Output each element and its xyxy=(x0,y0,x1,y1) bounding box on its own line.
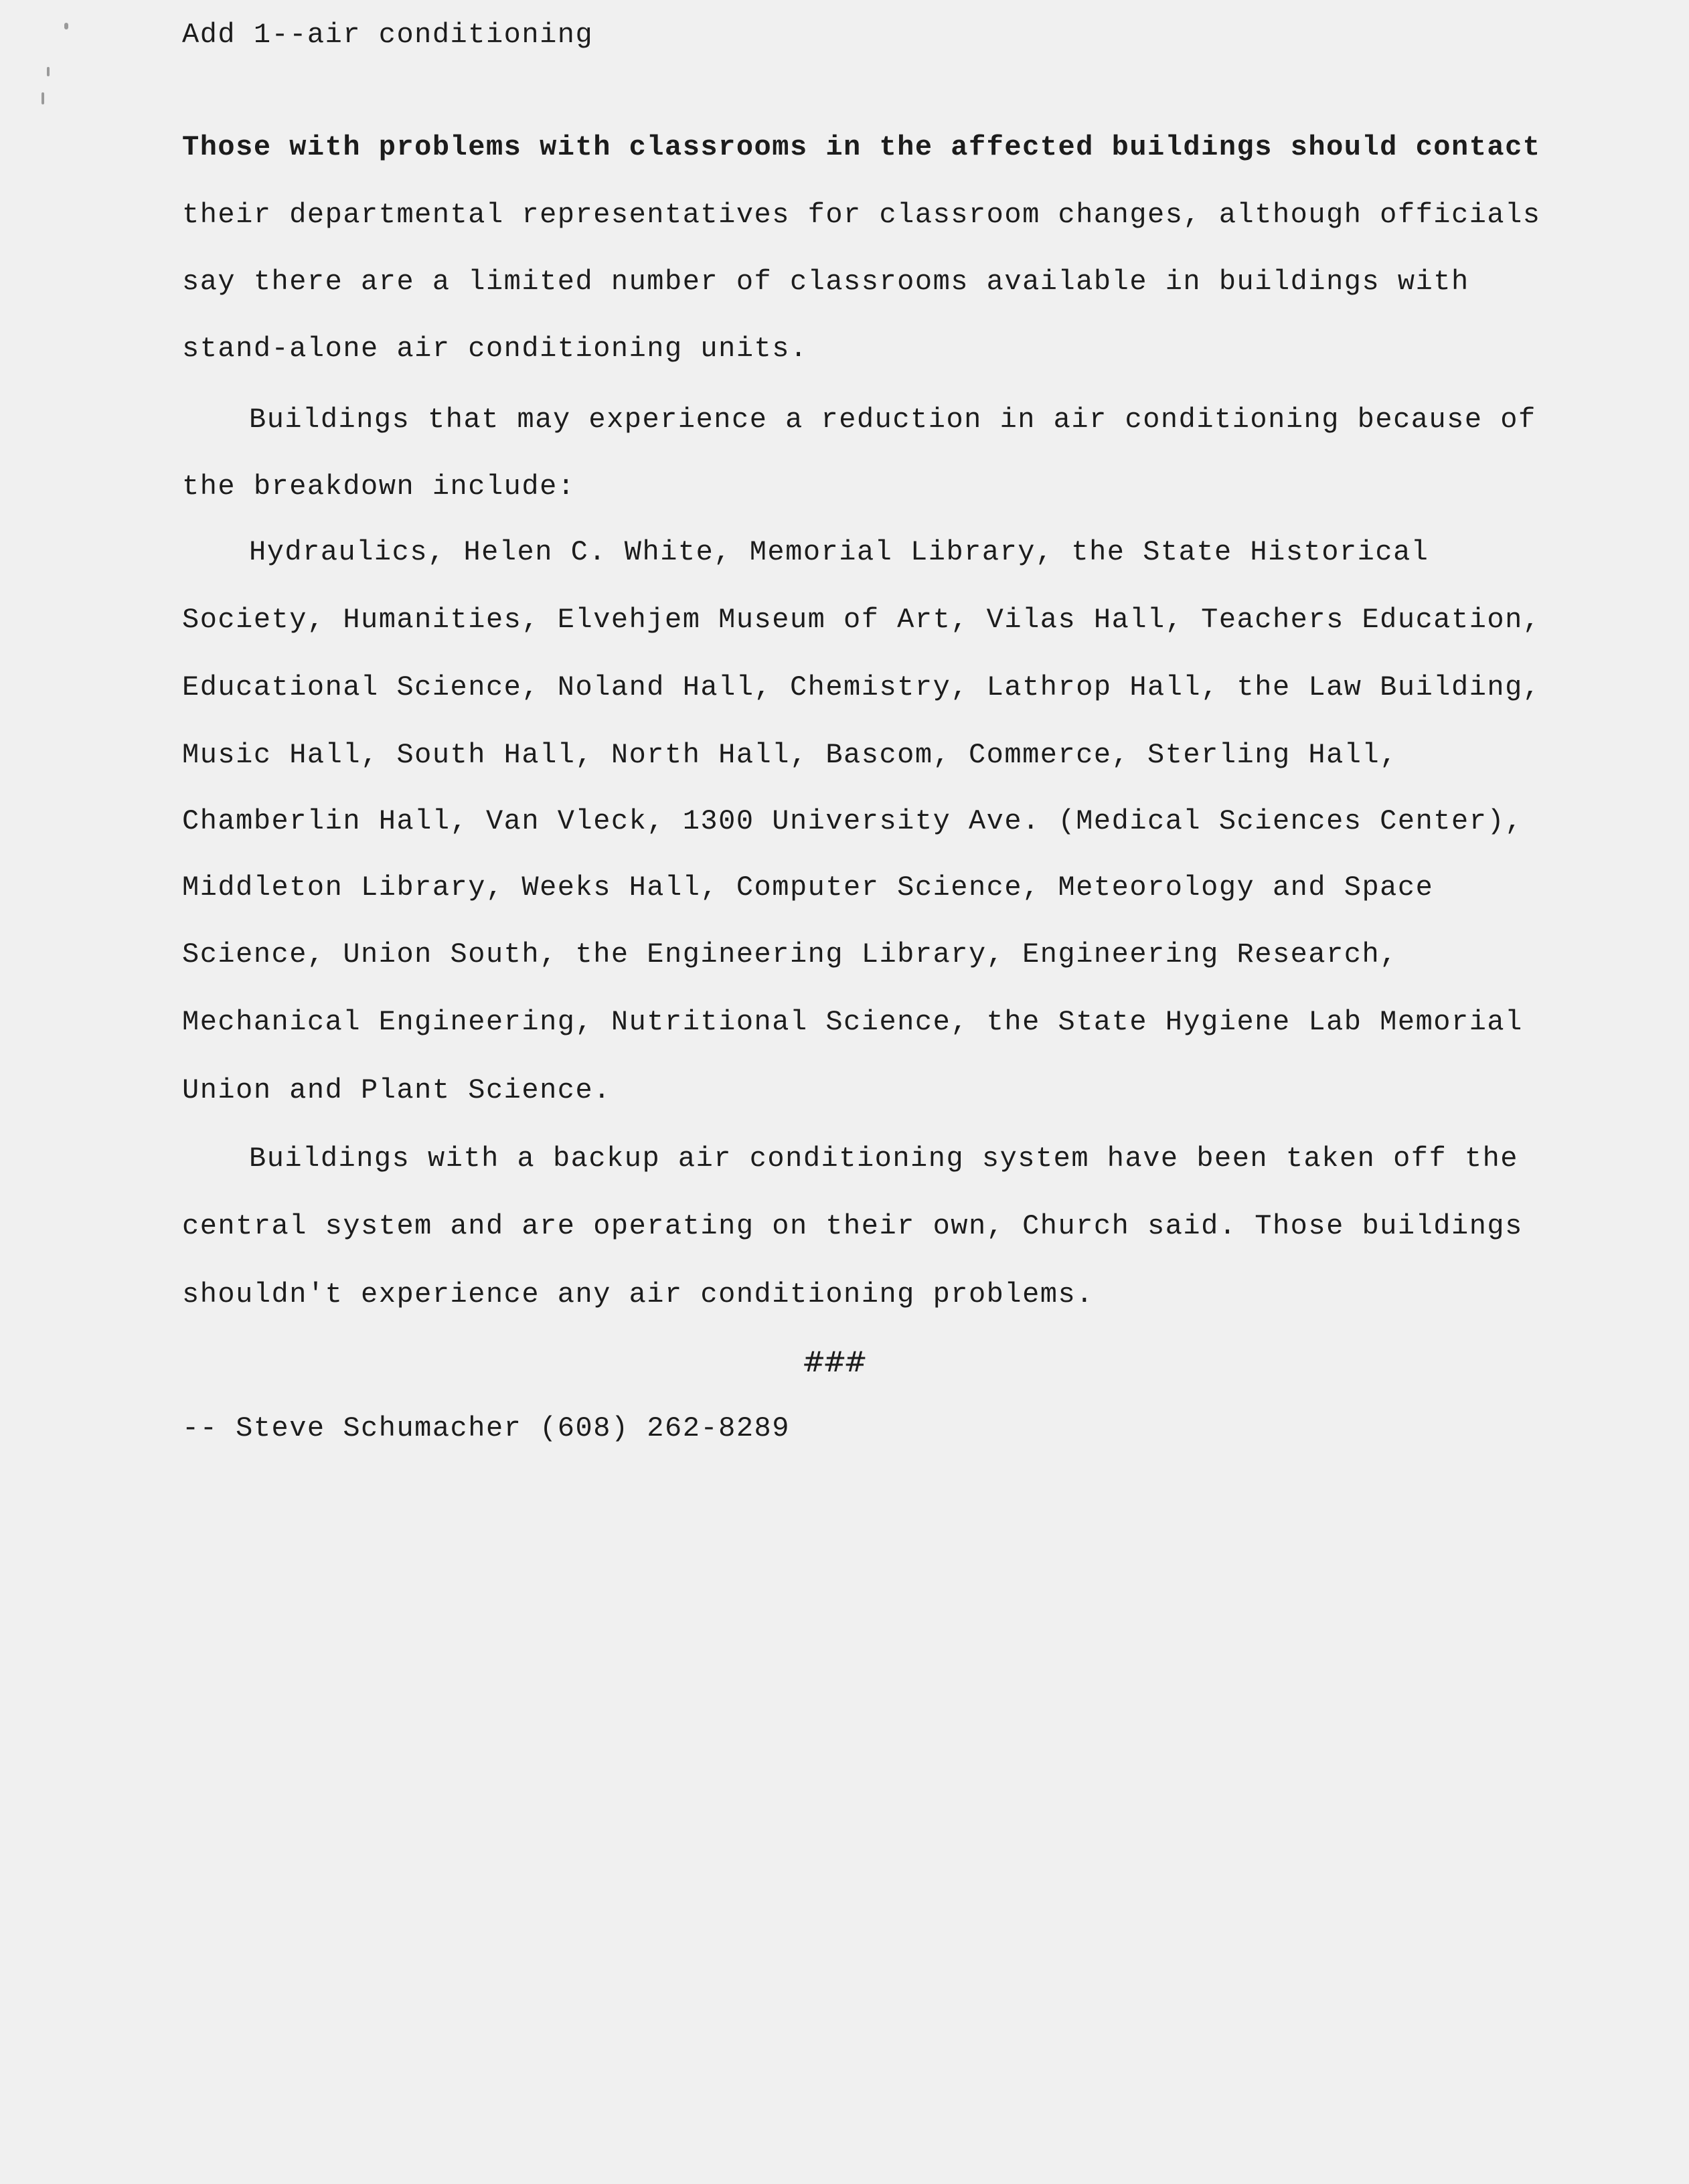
body-line: Buildings that may experience a reduction in air conditioning because of xyxy=(249,404,1536,436)
end-mark: ### xyxy=(802,1345,865,1378)
body-line: Educational Science, Noland Hall, Chemistry, Lathrop Hall, the Law Building, xyxy=(182,671,1541,703)
signoff-line: -- Steve Schumacher (608) 262-8289 xyxy=(182,1412,790,1444)
body-line: Science, Union South, the Engineering Library, Engineering Research, xyxy=(182,938,1398,971)
body-line: Union and Plant Science. xyxy=(182,1074,611,1106)
body-line: Chamberlin Hall, Van Vleck, 1300 University Ave. (Medical Sciences Center), xyxy=(182,805,1523,837)
body-line: Buildings with a backup air conditioning system have been taken off the xyxy=(249,1143,1518,1175)
body-line: Mechanical Engineering, Nutritional Science, the State Hygiene Lab Memorial xyxy=(182,1006,1523,1038)
body-line: the breakdown include: xyxy=(182,471,576,503)
body-line: Middleton Library, Weeks Hall, Computer Science, Meteorology and Space xyxy=(182,871,1434,904)
body-line: central system and are operating on their own, Church said. Those buildings xyxy=(182,1210,1523,1242)
body-line: their departmental representatives for classroom changes, although officials xyxy=(182,199,1541,231)
margin-mark xyxy=(47,67,50,76)
margin-mark xyxy=(64,23,68,29)
body-line: Hydraulics, Helen C. White, Memorial Library, the State Historical xyxy=(249,536,1429,568)
document-heading: Add 1--air conditioning xyxy=(182,19,594,51)
body-line: Society, Humanities, Elvehjem Museum of Art, Vilas Hall, Teachers Education, xyxy=(182,604,1541,636)
body-line: Those with problems with classrooms in the affected buildings should contact xyxy=(182,131,1541,163)
body-line: say there are a limited number of classrooms available in buildings with xyxy=(182,266,1469,298)
body-line: Music Hall, South Hall, North Hall, Bascom, Commerce, Sterling Hall, xyxy=(182,739,1398,771)
body-line: stand-alone air conditioning units. xyxy=(182,333,808,365)
margin-mark xyxy=(42,92,44,104)
body-line: shouldn't experience any air conditioning problems. xyxy=(182,1278,1094,1311)
